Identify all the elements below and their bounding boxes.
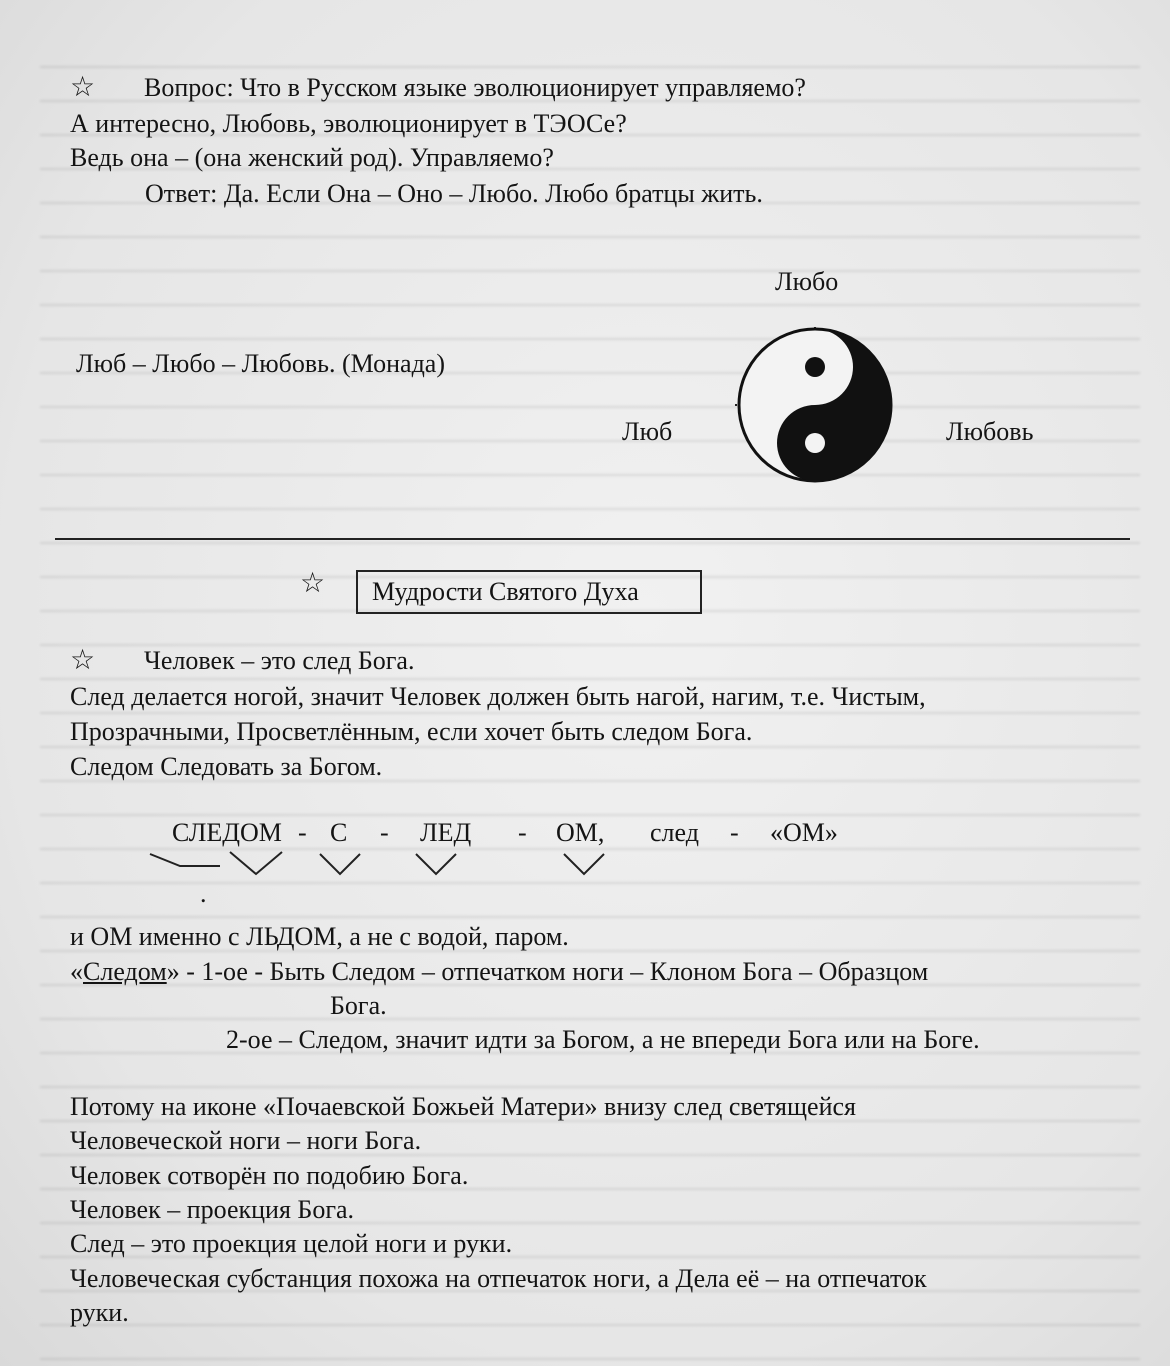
- body-line-2: След делается ногой, значит Человек должен быть нагой, нагим, т.е. Чистым,: [70, 682, 926, 711]
- word-led: ЛЕД: [420, 818, 472, 847]
- word-dash: -: [730, 818, 739, 847]
- word-s: С: [330, 818, 348, 847]
- para-line-7: руки.: [70, 1298, 129, 1327]
- question-line-1: [70, 72, 806, 104]
- star-icon: ☆: [70, 72, 96, 103]
- tail-line-3: Бога.: [330, 991, 387, 1020]
- word-split-marks: [140, 842, 640, 882]
- word-sledom: СЛЕДОМ: [172, 818, 282, 847]
- monada-line: Люб – Любо – Любовь. (Монада): [76, 349, 446, 378]
- word-dash: -: [518, 818, 527, 847]
- section-title-box: [356, 570, 702, 614]
- yin-yang-icon: [735, 325, 895, 485]
- question-line-3: Ведь она – (она женский род). Управляемо?: [70, 143, 554, 172]
- star-icon: ☆: [70, 645, 96, 676]
- word-dash: -: [380, 818, 389, 847]
- underlined-word: Следом: [83, 957, 167, 986]
- star-icon: ☆: [300, 568, 326, 599]
- word-om-quoted: «ОМ»: [770, 818, 838, 847]
- para-line-5: След – это проекция целой ноги и руки.: [70, 1229, 513, 1258]
- para-line-2: Человеческой ноги – ноги Бога.: [70, 1126, 422, 1155]
- body-line-3: Прозрачными, Просветлённым, если хочет быть следом Бога.: [70, 717, 753, 746]
- yinyang-label-top: Любо: [775, 267, 839, 296]
- answer-line: Ответ: Да. Если Она – Оно – Любо. Любо братцы жить.: [145, 179, 763, 208]
- body-line-4: Следом Следовать за Богом.: [70, 752, 383, 781]
- body-line-1: [70, 645, 414, 677]
- section-title: Мудрости Святого Духа: [372, 577, 639, 606]
- yinyang-label-left: Люб: [622, 417, 673, 446]
- word-dash: -: [298, 818, 307, 847]
- para-line-4: Человек – проекция Бога.: [70, 1195, 355, 1224]
- yinyang-label-right: Любовь: [946, 417, 1034, 446]
- para-line-6: Человеческая субстанция похожа на отпечаток ноги, а Дела её – на отпечаток: [70, 1264, 927, 1293]
- tail-line-4: 2-ое – Следом, значит идти за Богом, а не впереди Бога или на Боге.: [226, 1025, 980, 1054]
- word-om: ОМ,: [556, 818, 605, 847]
- stray-dot: .: [200, 879, 207, 908]
- tail-line-2: «Следом» - 1-ое - Быть Следом – отпечатком ноги – Клоном Бога – Образцом: [70, 957, 929, 986]
- section-divider: [55, 538, 1130, 540]
- body-text: Человек – это след Бога.: [144, 646, 415, 675]
- question-text: Вопрос: Что в Русском языке эволюционирует управляемо?: [144, 73, 806, 102]
- word-sled: след: [650, 818, 699, 847]
- para-line-3: Человек сотворён по подобию Бога.: [70, 1161, 469, 1190]
- question-line-2: А интересно, Любовь, эволюционирует в ТЭОСе?: [70, 109, 627, 138]
- para-line-1: Потому на иконе «Почаевской Божьей Матери» внизу след светящейся: [70, 1092, 856, 1121]
- tail-line-1: и ОМ именно с ЛЬДОМ, а не с водой, паром.: [70, 922, 569, 951]
